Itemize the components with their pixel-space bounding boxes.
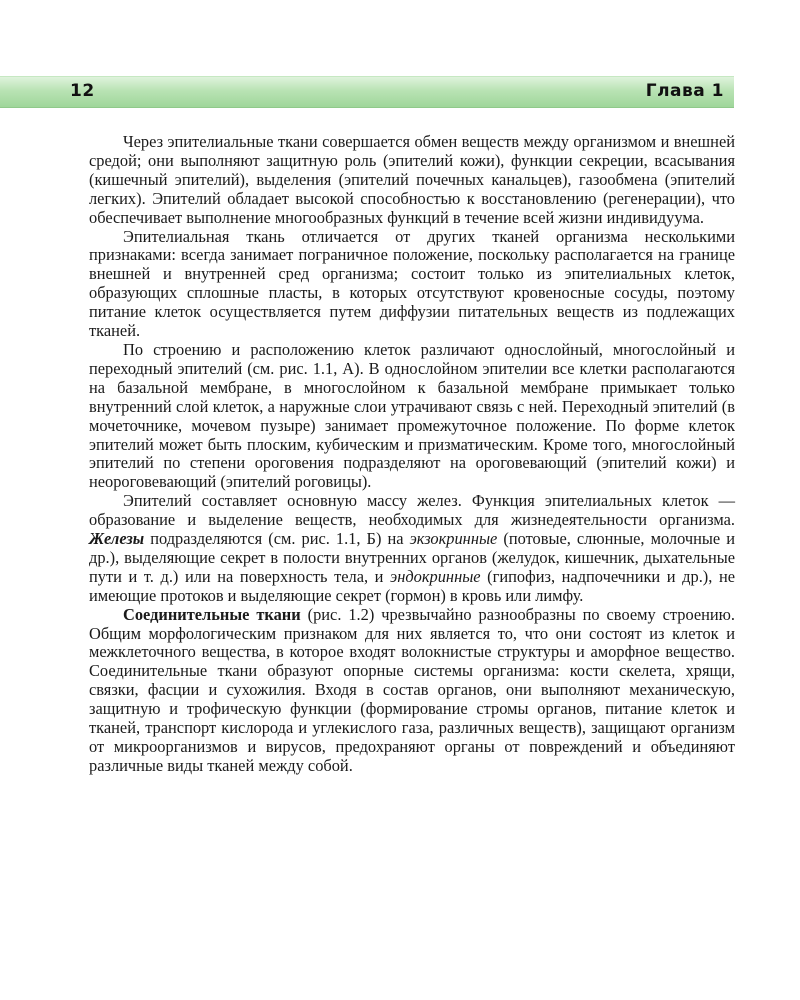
paragraph-epithelium-types: По строению и расположению клеток различают однослойный, многослойный и переходный эпителий (см. рис. 1.1, А). В однослойном эпителии все клетки располагаются на базальной мембране, в многослойном к базальной мембране примыкает только внутренний слой клеток, а наружные слои утрачивают связь с ней. Переходный эпителий (в мочеточнике, мочевом пузыре) занимает промежуточное положение. По форме клеток эпителий может быть плоским, кубическим и призматическим. Кроме того, многослойный эпителий по степени ороговения подразделяют на ороговевающий (эпителий кожи) и неороговевающий (эпителий роговицы).: [89, 339, 735, 492]
connective-tissue-text: (рис. 1.2) чрезвычайно разнообразны по своему строению. Общим морфологическим признаком для них является то, что они состоят из клеток и межклеточного вещества, в которое входят волокнистые структуры и аморфное вещество. Соединительные ткани образуют опорные системы организма: кости скелета, хрящи, связки, фасции и сухожилия. Входя в состав органов, они выполняют механическую, защитную и трофическую функции (формирование стромы органов, питание клеток и тканей, транспорт кислорода и углекислого газа, различных веществ), защищают организм от микроорганизмов и вирусов, предохраняют органы от повреждений и объединяют различные виды тканей между собой.: [89, 604, 735, 775]
glands-text-part-1: Эпителий составляет основную массу желез. Функция эпителиальных клеток — образование и выделение веществ, необходимых для жизнедеятельности организма.: [89, 491, 735, 530]
glands-text-part-3: (потовые, слюнные, молочные и др.), выделяющие секрет в полости внутренних органов (желудок, кишечник, дыхательные пути и т. д.) или на поверхность тела, и: [89, 529, 736, 586]
paragraph-epithelium-functions: Через эпителиальные ткани совершается обмен веществ между организмом и внешней средой; они выполняют защитную роль (эпителий кожи), функции секреции, всасывания (кишечный эпителий), выделения (эпителий почечных канальцев), газообмена (эпителий легких). Эпителий обладает высокой способностью к восстановлению (регенерации), что обеспечивает выполнение многообразных функций в течение всей жизни индивидуума.: [89, 132, 735, 227]
paragraph-connective-tissue: [89, 606, 735, 776]
body-text: [89, 133, 735, 776]
chapter-label: Глава 1: [645, 81, 724, 101]
page-number: 12: [70, 81, 95, 101]
term-exocrine: экзокринные: [409, 529, 498, 549]
term-connective-tissue: Соединительные ткани: [123, 604, 301, 624]
paragraph-glands: [89, 492, 735, 605]
running-header: [0, 76, 734, 108]
glands-text-part-4: (гипофиз, надпочечники и др.), не имеющие протоков и выделяющие секрет (гормон) в кровь или лимфу.: [89, 566, 735, 605]
term-glands: Железы: [89, 529, 145, 549]
term-endocrine: эндокринные: [390, 566, 481, 586]
glands-text-part-2: подразделяются (см. рис. 1.1, Б) на: [144, 529, 410, 549]
paragraph-epithelium-features: Эпителиальная ткань отличается от других тканей организма несколькими признаками: всегда занимает пограничное положение, поскольку располагается на границе внешней и внутренней сред организма; состоит только из эпителиальных клеток, образующих сплошные пласты, в которых отсутствуют кровеносные сосуды, поэтому питание клеток осуществляется путем диффузии питательных веществ из подлежащих тканей.: [89, 226, 735, 341]
